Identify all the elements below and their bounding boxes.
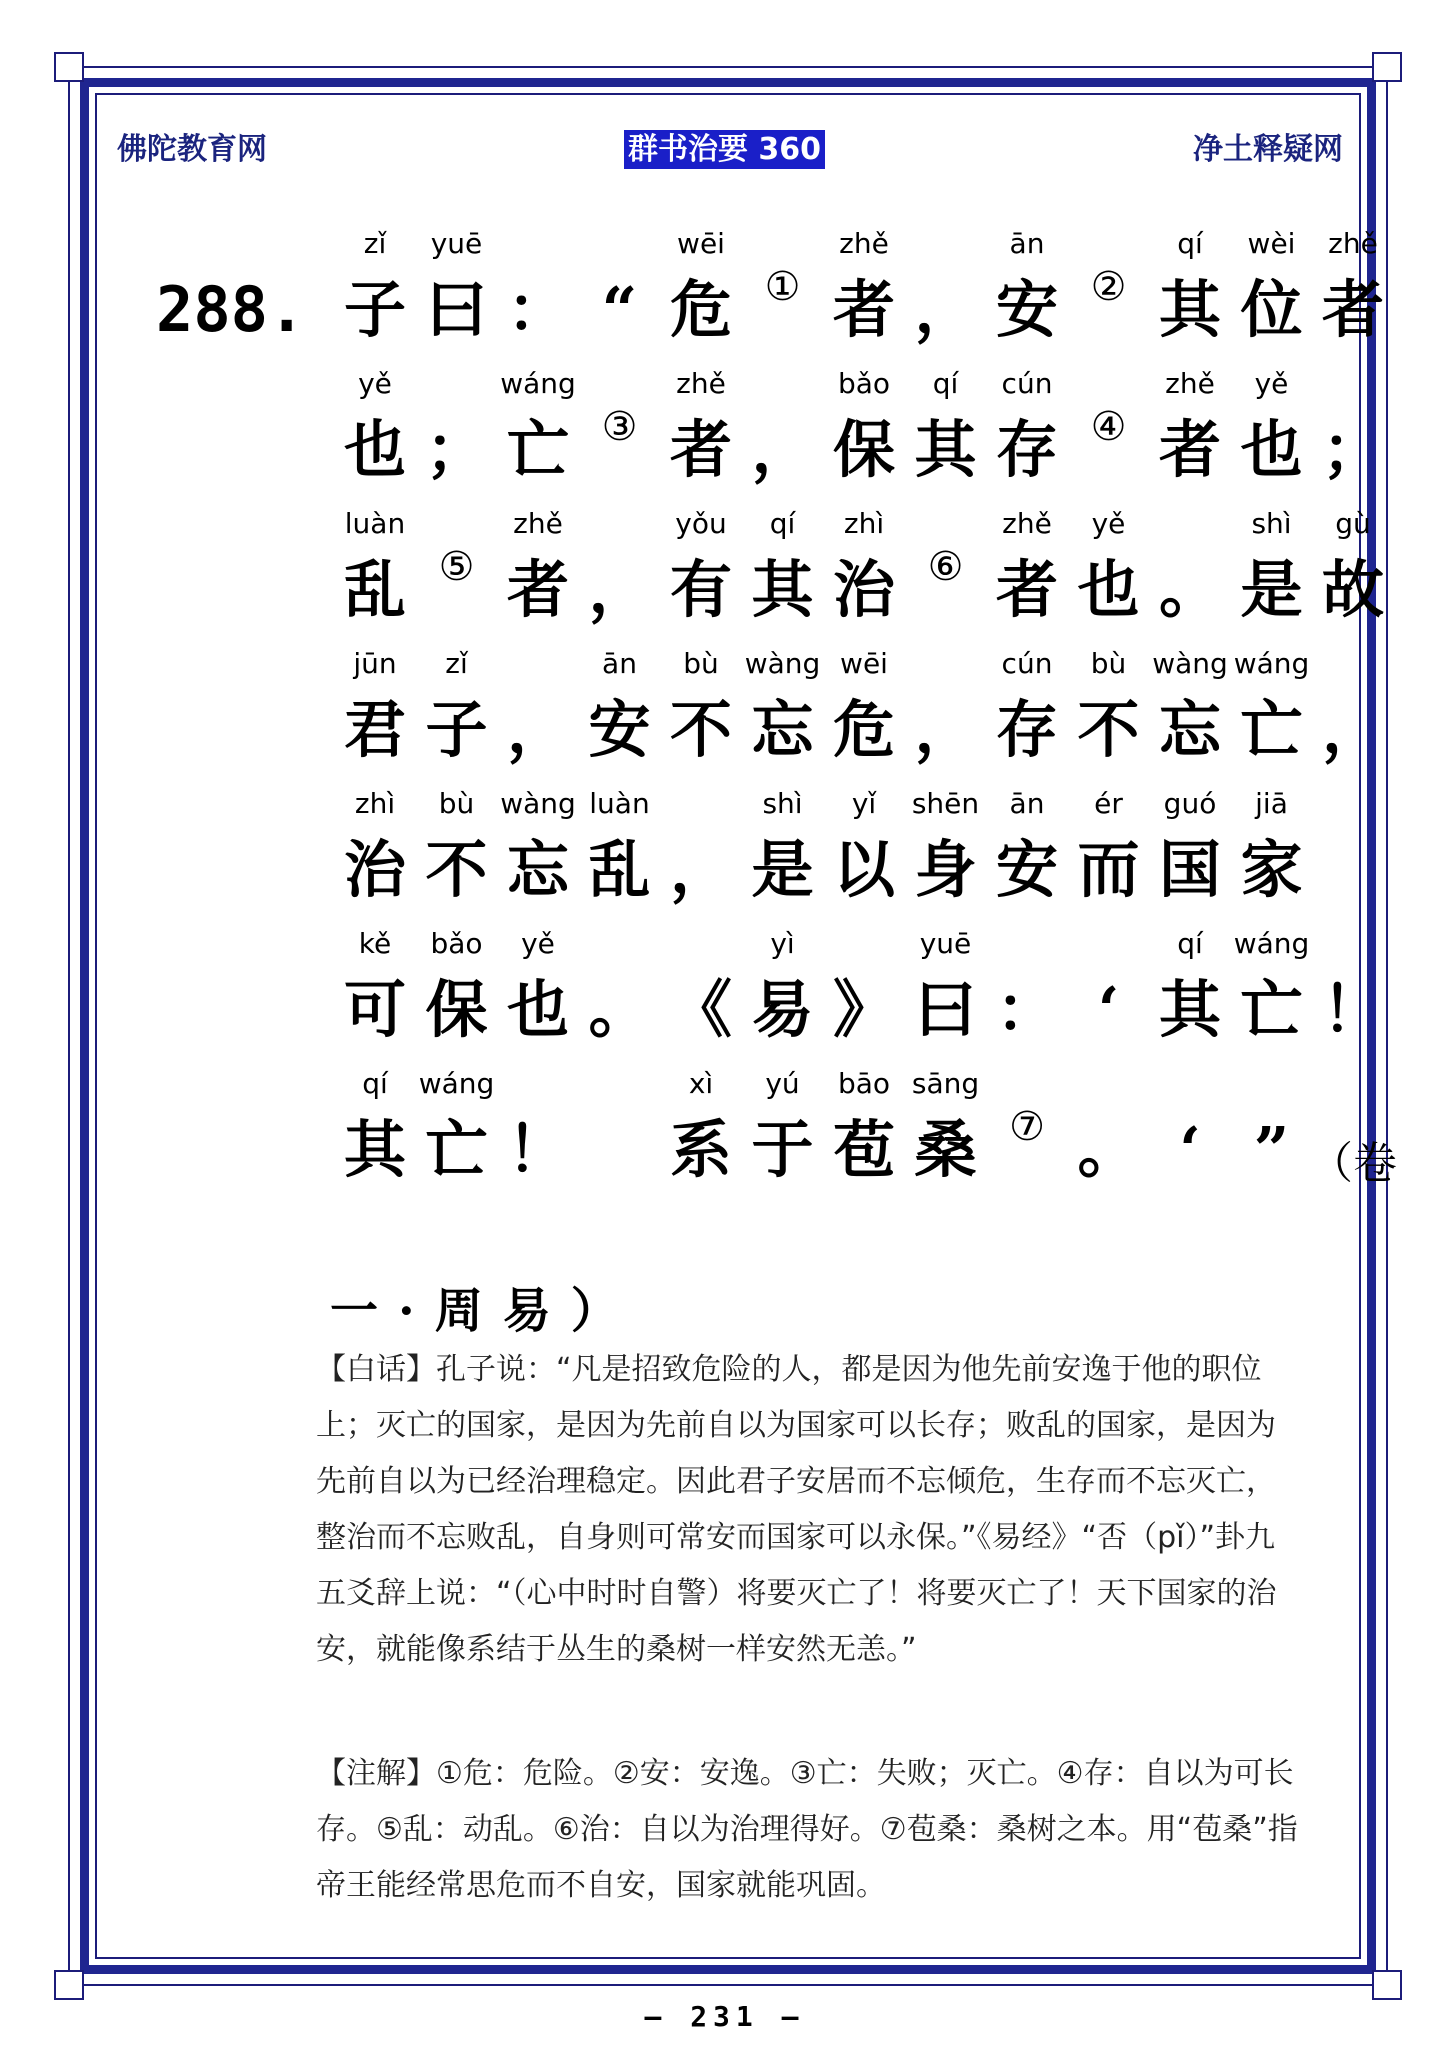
hanzi: 不: [425, 833, 488, 906]
hanzi: 危: [669, 273, 732, 346]
footnote-marker: ③: [601, 404, 638, 450]
pinyin: ān: [1009, 227, 1045, 260]
hanzi: 其: [1158, 973, 1221, 1046]
hanzi: ；: [425, 413, 488, 486]
hanzi: 亡: [1240, 973, 1303, 1046]
hanzi: ，: [914, 273, 977, 346]
hanzi: 不: [1077, 693, 1140, 766]
frame-corner-ornament: [54, 52, 84, 82]
pinyin: yú: [765, 1067, 800, 1100]
hanzi: 其: [1158, 273, 1221, 346]
hanzi: 亡: [425, 1113, 488, 1186]
pinyin: yě: [358, 367, 392, 400]
pinyin: zhì: [354, 787, 396, 820]
hanzi: 。: [1158, 553, 1221, 626]
hanzi: 安: [995, 273, 1058, 346]
hanzi: 不: [669, 693, 732, 766]
pinyin: bǎo: [837, 367, 891, 400]
hanzi: 者: [995, 553, 1058, 626]
footnote-marker: ①: [764, 264, 801, 310]
hanzi: 其: [914, 413, 977, 486]
hanzi: 国: [1158, 833, 1221, 906]
pinyin: shì: [762, 787, 803, 820]
pinyin: ān: [602, 647, 637, 680]
pinyin: zhě: [1002, 507, 1052, 540]
entry-number: 288.: [156, 273, 306, 346]
pinyin: yì: [770, 927, 795, 960]
pinyin: gù: [1335, 507, 1371, 540]
hanzi: 忘: [1158, 693, 1221, 766]
hanzi: 。: [588, 973, 651, 1046]
hanzi: 故: [1321, 553, 1384, 626]
hanzi: 者: [1158, 413, 1221, 486]
pinyin: cún: [1001, 647, 1053, 680]
frame-corner-ornament: [1372, 52, 1402, 82]
pinyin: yǒu: [675, 507, 727, 540]
footnote-marker: ⑤: [438, 544, 475, 590]
footnote-marker: ⑥: [927, 544, 964, 590]
hanzi: 安: [588, 693, 651, 766]
page-number: – 231 –: [644, 2000, 805, 2033]
pinyin: cún: [1001, 367, 1053, 400]
hanzi: 其: [751, 553, 814, 626]
pinyin: yě: [1254, 367, 1289, 400]
pinyin: zhì: [843, 507, 885, 540]
hanzi: 乱: [588, 833, 651, 906]
hanzi: 保: [832, 413, 895, 486]
hanzi: 者: [506, 553, 569, 626]
hanzi: 可: [343, 973, 406, 1046]
hanzi: ，: [1321, 693, 1384, 766]
hanzi: ，: [669, 833, 732, 906]
hanzi: 者: [669, 413, 732, 486]
pinyin: bù: [438, 787, 475, 820]
header-title-highlight: 群书治要 360: [624, 130, 825, 169]
hanzi: 也: [1240, 413, 1303, 486]
hanzi: 《: [669, 973, 732, 1046]
pinyin: bāo: [837, 1067, 891, 1100]
hanzi: 治: [832, 553, 895, 626]
hanzi: 是: [751, 833, 814, 906]
hanzi: 身: [914, 833, 977, 906]
pinyin: zhě: [839, 227, 889, 260]
frame-corner-ornament: [1372, 1970, 1402, 2000]
hanzi: ‘: [1097, 973, 1120, 1046]
pinyin: sāng: [911, 1067, 980, 1100]
hanzi: 其: [343, 1113, 406, 1186]
hanzi: （卷: [1309, 1138, 1397, 1189]
hanzi: 子: [343, 273, 406, 346]
hanzi: 易: [751, 973, 814, 1046]
hanzi: ‘: [1179, 1113, 1201, 1186]
pinyin: luàn: [589, 787, 650, 820]
hanzi: 保: [425, 973, 488, 1046]
pinyin: qí: [362, 1067, 388, 1100]
pinyin: wēi: [677, 227, 725, 260]
hanzi: 而: [1077, 833, 1140, 906]
pinyin: kě: [358, 927, 392, 960]
classical-line: [0, 646, 1449, 786]
hanzi: ，: [914, 693, 977, 766]
pinyin: wàng: [1152, 647, 1228, 680]
hanzi: “: [601, 273, 638, 346]
hanzi: 曰: [914, 973, 977, 1046]
pinyin: wáng: [418, 1067, 495, 1100]
hanzi: 忘: [506, 833, 569, 906]
pinyin: bǎo: [430, 927, 483, 960]
hanzi: 忘: [751, 693, 814, 766]
hanzi: 君: [343, 693, 406, 766]
hanzi: 》: [832, 973, 895, 1046]
pinyin: zhě: [1328, 227, 1378, 260]
classical-line: [0, 226, 1449, 366]
pinyin: shì: [1251, 507, 1292, 540]
pinyin: zhě: [1165, 367, 1215, 400]
hanzi: ，: [588, 553, 651, 626]
hanzi: 以: [832, 833, 895, 906]
pinyin: qí: [1177, 227, 1203, 260]
pinyin: bù: [683, 647, 719, 680]
hanzi: 亡: [1240, 693, 1303, 766]
pinyin: qí: [932, 367, 959, 400]
footnote-marker: ②: [1090, 264, 1127, 310]
pinyin: yě: [1091, 507, 1126, 540]
pinyin: bù: [1090, 647, 1127, 680]
hanzi: 亡: [506, 413, 569, 486]
hanzi: 系: [669, 1113, 732, 1186]
hanzi: ，: [751, 413, 814, 486]
source-citation-tail: 一·周易）: [330, 1283, 639, 1339]
pinyin: wáng: [500, 367, 576, 400]
pinyin: yǐ: [851, 787, 877, 820]
pinyin: yě: [521, 927, 555, 960]
hanzi: ；: [1321, 413, 1384, 486]
hanzi: 者: [832, 273, 895, 346]
hanzi: 治: [343, 833, 406, 906]
hanzi: ：: [506, 273, 569, 346]
hanzi: 家: [1240, 833, 1303, 906]
pinyin: shēn: [911, 787, 980, 820]
pinyin: ān: [1009, 787, 1045, 820]
pinyin: jiā: [1255, 787, 1288, 820]
hanzi: 曰: [425, 273, 488, 346]
hanzi: 危: [832, 693, 895, 766]
hanzi: 是: [1240, 553, 1303, 626]
pinyin: zǐ: [363, 227, 387, 260]
hanzi: 存: [995, 413, 1058, 486]
hanzi: 者: [1321, 273, 1384, 346]
classical-line: [0, 786, 1449, 926]
classical-line: [0, 1066, 1449, 1206]
pinyin: wáng: [1233, 647, 1310, 680]
pinyin: yuē: [430, 227, 483, 260]
pinyin: qí: [1177, 927, 1203, 960]
pinyin: xì: [688, 1067, 714, 1100]
classical-line: [0, 366, 1449, 506]
pinyin: qí: [769, 507, 796, 540]
hanzi: ”: [1253, 1113, 1290, 1186]
hanzi: 桑: [914, 1113, 977, 1186]
hanzi: 安: [995, 833, 1058, 906]
pinyin: wàng: [744, 647, 821, 680]
vernacular-translation: 【白话】孔子说：“凡是招致危险的人，都是因为他先前安逸于他的职位上；灭亡的国家，是因为先前自以为国家可以长存；败乱的国家，是因为先前自以为已经治理稳定。因此君子安居而不忘倾危，生存而不忘灭亡，整治而不忘败乱，自身则可常安而国家可以永保。”《易经》“否（pǐ）”卦九五爻辞上说：“（心中时时自警）将要灭亡了！将要灭亡了！天下国家的治安，就能像系结于丛生的桑树一样安然无恙。”: [316, 1352, 1277, 1667]
hanzi: 位: [1240, 273, 1303, 346]
footnote-marker: ④: [1090, 404, 1127, 450]
classical-line: [0, 926, 1449, 1066]
pinyin: zhě: [676, 367, 726, 400]
classical-line: [0, 506, 1449, 646]
pinyin: yuē: [919, 927, 972, 960]
pinyin: wēi: [840, 647, 888, 680]
pinyin: luàn: [344, 507, 406, 540]
hanzi: 子: [425, 693, 488, 766]
pinyin: wáng: [1233, 927, 1310, 960]
annotation-notes: 【注解】①危：危险。②安：安逸。③亡：失败；灭亡。④存：自以为可长存。⑤乱：动乱。⑥治：自以为治理得好。⑦苞桑：桑树之本。用“苞桑”指帝王能经常思危而不自安，国家就能巩固。: [316, 1756, 1298, 1903]
hanzi: ，: [506, 693, 569, 766]
hanzi: 苞: [832, 1113, 895, 1186]
pinyin: wèi: [1247, 227, 1296, 260]
pinyin: zhě: [513, 507, 563, 540]
hanzi: 存: [995, 693, 1058, 766]
hanzi: 也: [343, 413, 406, 486]
hanzi: 于: [751, 1113, 814, 1186]
hanzi: ！: [506, 1113, 569, 1186]
hanzi: ：: [995, 973, 1058, 1046]
footnote-marker: ⑦: [1009, 1104, 1045, 1150]
hanzi: ！: [1321, 973, 1384, 1046]
header-right-site: 净土释疑网: [1193, 132, 1343, 167]
hanzi: 有: [669, 553, 732, 626]
hanzi: 也: [1077, 553, 1140, 626]
header-left-site: 佛陀教育网: [117, 132, 267, 167]
pinyin: zǐ: [445, 647, 468, 680]
pinyin: guó: [1163, 787, 1217, 820]
pinyin: ér: [1094, 787, 1123, 820]
frame-corner-ornament: [54, 1970, 84, 2000]
hanzi: 也: [506, 973, 569, 1046]
pinyin: jūn: [353, 647, 397, 680]
hanzi: 乱: [343, 553, 406, 626]
pinyin: wàng: [500, 787, 576, 820]
hanzi: 。: [1077, 1113, 1140, 1186]
